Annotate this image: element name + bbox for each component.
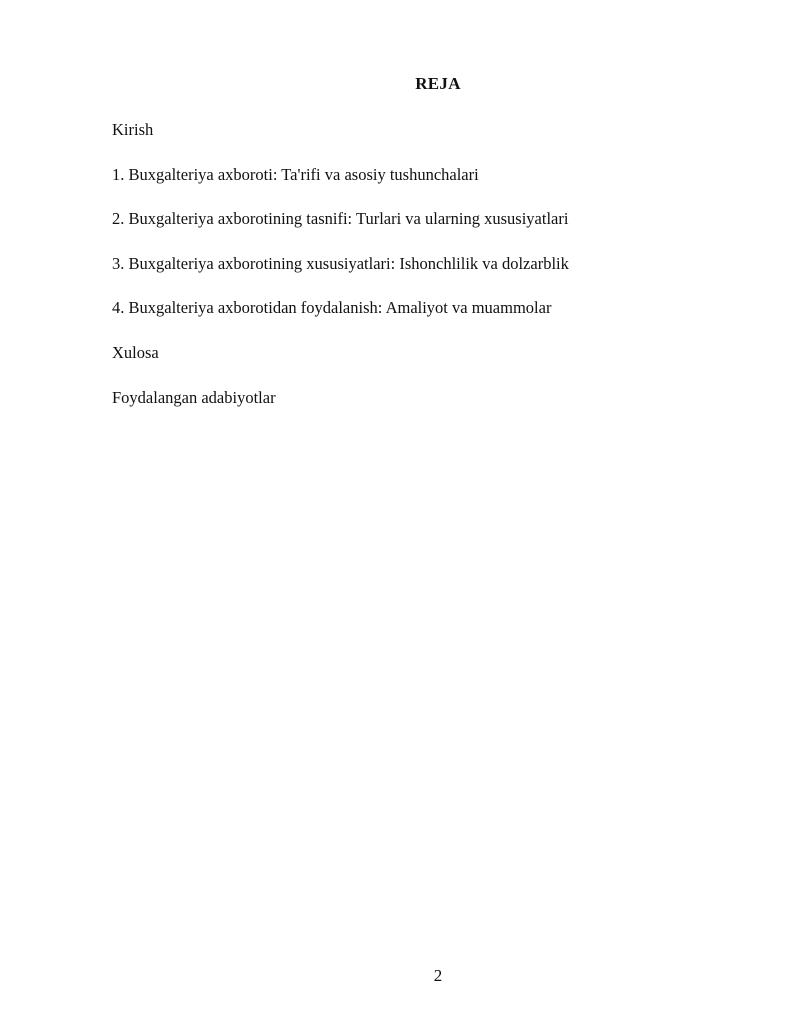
toc-item-4: 4. Buxgalteriya axborotidan foydalanish: Amaliyot va muammolar xyxy=(112,298,552,318)
toc-item-introduction: Kirish xyxy=(112,120,154,139)
toc-item-conclusion: Xulosa xyxy=(112,342,159,362)
toc-item-1: 1. Buxgalteriya axboroti: Ta'rifi va asosiy tushunchalari xyxy=(112,164,479,184)
page-number: 2 xyxy=(433,966,443,985)
toc-item-2: 2. Buxgalteriya axborotining tasnifi: Turlari va ularning xususiyatlari xyxy=(112,209,569,229)
toc-item-3: 3. Buxgalteriya axborotining xususiyatlari: Ishonchlilik va dolzarblik xyxy=(112,253,569,273)
table-of-contents xyxy=(112,119,569,431)
page-title: REJA xyxy=(415,74,461,93)
toc-item-references: Foydalangan adabiyotlar xyxy=(112,387,276,407)
